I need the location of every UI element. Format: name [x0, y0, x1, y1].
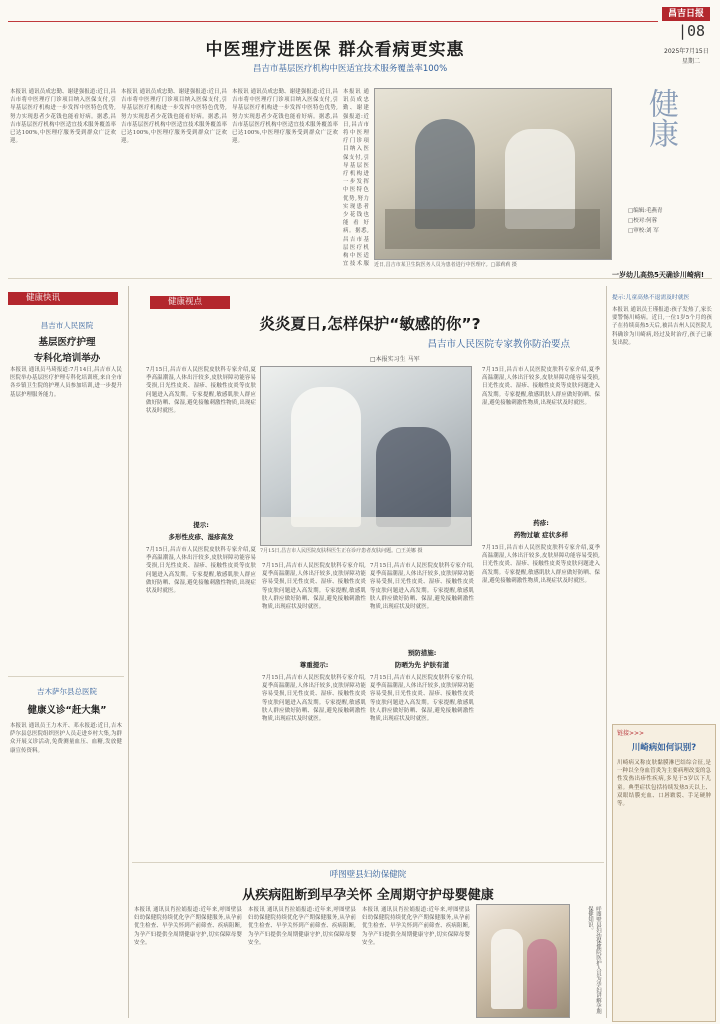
- link-box-label: 链接>>>: [617, 730, 645, 737]
- lead-photo-caption: 近日,昌吉市某卫生院医务人员为患者进行中医理疗。□邵莉莉 摄: [374, 262, 517, 268]
- bottom-source: 呼图壁县妇幼保健院: [329, 870, 407, 880]
- bottom-body-col1: 本报讯 通讯员肖拉娟报道:近年来,呼图壁县妇幼保健院持续优化孕产期保健服务,从孕前优生检查、早孕关怀到产前筛查、疾病阻断,为孕产妇提供全周期健康守护,切实保障母婴安全。: [134, 907, 242, 946]
- lead-body-col3: 本报讯 通讯员成忠勤、谢建强报道:近日,昌吉市将中医理疗门诊项目纳入医保支付,引导基层医疗机构进一步发挥中医特色优势,努力实现患者少花钱也能看好病。据悉,昌吉市基层医疗机构中医适宜技术服务覆盖率已达100%,中医理疗服务受到群众广泛欢迎。: [232, 89, 338, 145]
- center-headline: 炎炎夏日,怎样保护“敏感的你”?: [259, 315, 481, 333]
- article2-body: 本报讯 通讯员王力木开、邓永报道:近日,吉木萨尔县总医院组织医护人员走进乡村大集,为群众开展义诊活动,免费测量血压、血糖,发放健康宣传资料。: [10, 723, 122, 754]
- logo: 昌吉日报: [662, 7, 710, 21]
- center-subheadline: 昌吉市人民医院专家教你防治要点: [427, 339, 570, 350]
- link-box: [612, 724, 716, 1022]
- lead-subheadline: 昌吉市基层医疗机构中医适宜技术服务覆盖率100%: [252, 64, 448, 74]
- side-top-body: 本报讯 通讯员王瑾报道:孩子发热了,家长要警惕川崎病。近日,一位1岁5个月的孩子在持续高热5天后,被昌吉州人民医院儿科确诊为川崎病,经过及时治疗,孩子已康复出院。: [612, 307, 712, 346]
- bottom-body-col2: 本报讯 通讯员肖拉娟报道:近年来,呼图壁县妇幼保健院持续优化孕产期保健服务,从孕前优生检查、早孕关怀到产前筛查、疾病阻断,为孕产妇提供全周期健康守护,切实保障母婴安全。: [248, 907, 356, 946]
- article2-title: 健康义诊“赶大集”: [27, 705, 107, 716]
- bottom-body-col3: 本报讯 通讯员肖拉娟报道:近年来,呼图壁县妇幼保健院持续优化孕产期保健服务,从孕前优生检查、早孕关怀到产前筛查、疾病阻断,为孕产妇提供全周期健康守护,切实保障母婴安全。: [362, 907, 470, 946]
- center-photo: [260, 366, 472, 546]
- bottom-photo-caption: 呼图壁县妇幼保健院医护人员为孕妇讲解孕期保健知识。: [587, 906, 601, 1014]
- center-photo-caption: 7月15日,昌吉市人民医院皮肤科医生正在诊疗患者皮肤问题。□王美娜 摄: [260, 548, 423, 554]
- bottom-headline: 从疾病阻断到早孕关怀 全周期守护母婴健康: [242, 888, 494, 903]
- issue-weekday: 星期二: [682, 58, 701, 65]
- issue-date: 2025年7月15日: [664, 48, 709, 55]
- bottom-photo: [476, 904, 570, 1018]
- lead-photo: [374, 88, 612, 260]
- article2-source: 吉木萨尔县总医院: [37, 687, 97, 696]
- side-top-headline: 一岁幼儿高热5天确诊川崎病!: [612, 271, 705, 279]
- center-body-col2: 7月15日,昌吉市人民医院皮肤科专家介绍,夏季高温潮湿,人体出汗较多,皮肤屏障功能容易受损,日光性皮炎、湿疹、接触性皮炎等皮肤问题进入高发期。专家提醒,敏感肌肤人群应做好防晒、保湿,避免接触刺激性物质,出现症状及时就医。: [262, 563, 366, 611]
- center-subhead-3: 尊重提示:: [299, 661, 329, 669]
- left-section-label: 健康快讯: [8, 292, 118, 305]
- side-top-subheadline: 提示:儿童高热不退需及时就医: [612, 295, 690, 301]
- center-section-label: 健康视点: [150, 296, 230, 309]
- center-body-col1: 7月15日,昌吉市人民医院皮肤科专家介绍,夏季高温潮湿,人体出汗较多,皮肤屏障功能容易受损,日光性皮炎、湿疹、接触性皮炎等皮肤问题进入高发期。专家提醒,敏感肌肤人群应做好防晒、保湿,避免接触刺激性物质,出现症状及时就医。: [146, 547, 256, 595]
- link-box-title: 川崎病如何识别?: [631, 743, 697, 753]
- center-subhead-1: 提示:: [193, 521, 209, 529]
- lead-body-col1: 本报讯 通讯员成忠勤、谢建强报道:近日,昌吉市将中医理疗门诊项目纳入医保支付,引导基层医疗机构进一步发挥中医特色优势,努力实现患者少花钱也能看好病。据悉,昌吉市基层医疗机构中医适宜技术服务覆盖率已达100%,中医理疗服务受到群众广泛欢迎。: [10, 89, 116, 145]
- center-subhead-2: 多形性皮疹、湿疹高发: [168, 533, 234, 541]
- center-body-col3: 7月15日,昌吉市人民医院皮肤科专家介绍,夏季高温潮湿,人体出汗较多,皮肤屏障功能容易受损,日光性皮炎、湿疹、接触性皮炎等皮肤问题进入高发期。专家提醒,敏感肌肤人群应做好防晒、保湿,避免接触刺激性物质,出现症状及时就医。: [370, 563, 474, 611]
- section-title-vertical: 健康: [643, 88, 678, 148]
- center-byline: □本报实习生 马军: [370, 356, 420, 363]
- center-subhead-5: 防晒为先 护肤有道: [394, 661, 450, 669]
- masthead: [560, 6, 720, 66]
- article1-title: 基层医疗护理: [38, 337, 96, 348]
- lead-body-col4: 本报讯 通讯员成忠勤、谢建强报道:近日,昌吉市将中医理疗门诊项目纳入医保支付,引导基层医疗机构进一步发挥中医特色优势,努力实现患者少花钱也能看好病。据悉,昌吉市基层医疗机构中医适宜技术服: [343, 89, 369, 268]
- center-body-col4: 7月15日,昌吉市人民医院皮肤科专家介绍,夏季高温潮湿,人体出汗较多,皮肤屏障功能容易受损,日光性皮炎、湿疹、接触性皮炎等皮肤问题进入高发期。专家提醒,敏感肌肤人群应做好防晒、保湿,避免接触刺激性物质,出现症状及时就医。: [482, 367, 600, 406]
- center-body-col4b: 7月15日,昌吉市人民医院皮肤科专家介绍,夏季高温潮湿,人体出汗较多,皮肤屏障功能容易受损,日光性皮炎、湿疹、接触性皮炎等皮肤问题进入高发期。专家提醒,敏感肌肤人群应做好防晒、保湿,避免接触刺激性物质,出现症状及时就医。: [482, 545, 600, 584]
- lead-body-col2: 本报讯 通讯员成忠勤、谢建强报道:近日,昌吉市将中医理疗门诊项目纳入医保支付,引导基层医疗机构进一步发挥中医特色优势,努力实现患者少花钱也能看好病。据悉,昌吉市基层医疗机构中医适宜技术服务覆盖率已达100%,中医理疗服务受到群众广泛欢迎。: [121, 89, 227, 145]
- center-body-col3b: 7月15日,昌吉市人民医院皮肤科专家介绍,夏季高温潮湿,人体出汗较多,皮肤屏障功能容易受损,日光性皮炎、湿疹、接触性皮炎等皮肤问题进入高发期。专家提醒,敏感肌肤人群应做好防晒、保湿,避免接触刺激性物质,出现症状及时就医。: [370, 675, 474, 723]
- center-subhead-7: 药物过敏 症状多样: [513, 531, 569, 539]
- center-subhead-6: 药疹:: [533, 519, 549, 527]
- lead-headline: 中医理疗进医保 群众看病更实惠: [205, 40, 465, 60]
- link-box-body: 川崎病又称皮肤黏膜淋巴结综合征,是一种以全身血管炎为主要病理改变的急性发热出疹性疾病,多见于5岁以下儿童。典型症状包括持续发热5天以上、双眼结膜充血、口唇皲裂、手足硬肿等。: [617, 760, 711, 808]
- article1-body: 本报讯 通讯员马琦报道:7月14日,昌吉市人民医院举办基层医疗护理专科化培训班,来自全市各乡镇卫生院的护理人员参加培训,进一步提升基层护理服务能力。: [10, 367, 122, 398]
- center-intro: 7月15日,昌吉市人民医院皮肤科专家介绍,夏季高温潮湿,人体出汗较多,皮肤屏障功能容易受损,日光性皮炎、湿疹、接触性皮炎等皮肤问题进入高发期。专家提醒,敏感肌肤人群应做好防晒、保湿,避免接触刺激性物质,出现症状及时就医。: [146, 367, 256, 415]
- center-subhead-4: 预防措施:: [407, 649, 437, 657]
- page-number: |08: [678, 22, 706, 40]
- editor-info: □编辑:毛燕青 □校对:何蓉 □审校:刘 军: [628, 208, 663, 234]
- article1-subtitle: 专科化培训举办: [33, 353, 101, 364]
- article1-source: 昌吉市人民医院: [40, 321, 94, 330]
- center-body-col2b: 7月15日,昌吉市人民医院皮肤科专家介绍,夏季高温潮湿,人体出汗较多,皮肤屏障功能容易受损,日光性皮炎、湿疹、接触性皮炎等皮肤问题进入高发期。专家提醒,敏感肌肤人群应做好防晒、保湿,避免接触刺激性物质,出现症状及时就医。: [262, 675, 366, 723]
